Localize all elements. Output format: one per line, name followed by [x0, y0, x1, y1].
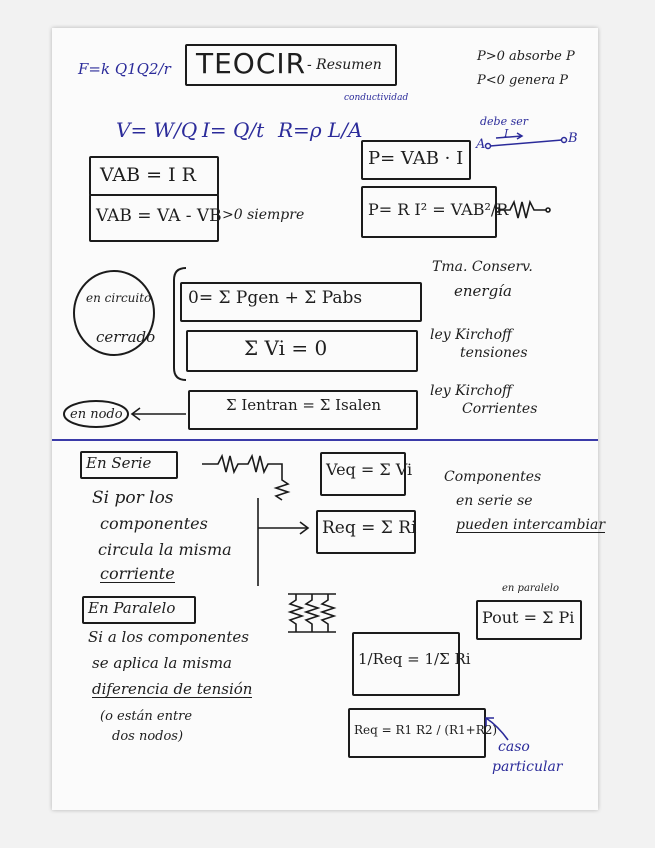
closed-circuit-label-2: cerrado: [96, 328, 156, 346]
series-note-1: Componentes: [444, 469, 542, 485]
node-arrow-icon: [132, 408, 186, 420]
case-note-2: particular: [492, 759, 563, 775]
direction-arrow-icon: [486, 133, 567, 149]
resistor-icon: [496, 202, 550, 218]
kvl-note-2: tensiones: [460, 345, 528, 361]
case-note-1: caso: [498, 739, 530, 755]
coulomb-formula: F=k Q1Q2/r: [78, 60, 171, 78]
power-positive-note: P>0 absorbe P: [477, 49, 575, 64]
energy-note-1: Tma. Conserv.: [432, 259, 533, 275]
current-symbol: I: [504, 127, 509, 140]
parallel-desc-1: Si a los componentes: [88, 628, 249, 646]
sketch-overlay: [52, 28, 598, 810]
series-resistors-icon: [202, 456, 288, 500]
direction-note: debe ser: [480, 115, 529, 128]
ohm-law: VAB = I R: [100, 164, 196, 186]
parallel-desc-3: diferencia de tensión: [92, 680, 253, 698]
node-ellipse: [64, 401, 128, 427]
parallel-title: En Paralelo: [88, 599, 176, 617]
req-series-formula: Req = Σ Ri: [322, 518, 417, 538]
voltage-definition: V= W/Q: [116, 118, 198, 142]
series-desc-3: circula la misma: [98, 540, 232, 559]
resistance-definition: R=ρ L/A: [278, 118, 363, 142]
series-title: En Serie: [86, 454, 152, 472]
two-resistors-formula: Req = R1 R2 / (R1+R2): [354, 723, 498, 737]
series-desc-2: componentes: [100, 514, 208, 533]
veq-formula: Veq = Σ Vi: [326, 460, 413, 479]
pout-note: en paralelo: [502, 583, 559, 594]
parallel-desc-4: (o están entre: [100, 709, 193, 724]
energy-note-2: energía: [454, 282, 512, 300]
series-note-2: en serie se: [456, 493, 533, 509]
case-arrow-icon: [486, 718, 508, 740]
power2-formula: P= R I² = VAB²/R: [368, 200, 509, 219]
conductivity-note: conductividad: [344, 93, 409, 103]
notebook-page: [52, 28, 606, 810]
point-b: B: [568, 131, 578, 146]
kvl-note-1: ley Kirchoff: [430, 327, 512, 343]
pout-formula: Pout = Σ Pi: [482, 608, 575, 627]
closed-circuit-ellipse: [74, 271, 154, 355]
closed-circuit-label-1: en circuito: [86, 291, 152, 305]
current-definition: I= Q/t: [202, 118, 265, 142]
series-desc-1: Si por los: [92, 488, 174, 508]
kcl-note-2: Corrientes: [462, 401, 538, 417]
vab-note: >0 siempre: [222, 207, 305, 223]
series-note-3: pueden intercambiar: [456, 517, 606, 533]
parallel-desc-5: dos nodos): [112, 729, 184, 744]
vab-formula: VAB = VA - VB: [96, 206, 222, 226]
power-formula: P= VAB · I: [368, 148, 464, 169]
node-label: en nodo: [70, 407, 123, 422]
kirchhoff-bracket: [174, 268, 186, 380]
series-desc-4: corriente: [100, 564, 175, 583]
kcl-equation: Σ Ientran = Σ Isalen: [226, 396, 382, 414]
power-negative-note: P<0 genera P: [477, 73, 568, 88]
series-arrow-icon: [258, 498, 308, 586]
kvl-equation: Σ Vi = 0: [244, 336, 328, 360]
page-subtitle: - Resumen: [307, 57, 382, 73]
parallel-desc-2: se aplica la misma: [92, 654, 232, 672]
kcl-note-1: ley Kirchoff: [430, 383, 512, 399]
energy-equation: 0= Σ Pgen + Σ Pabs: [188, 288, 363, 308]
point-a: A: [476, 137, 486, 152]
parallel-resistors-icon: [288, 594, 336, 632]
page-title: TEOCIR: [196, 47, 307, 80]
inverse-req-formula: 1/Req = 1/Σ Ri: [358, 650, 471, 668]
